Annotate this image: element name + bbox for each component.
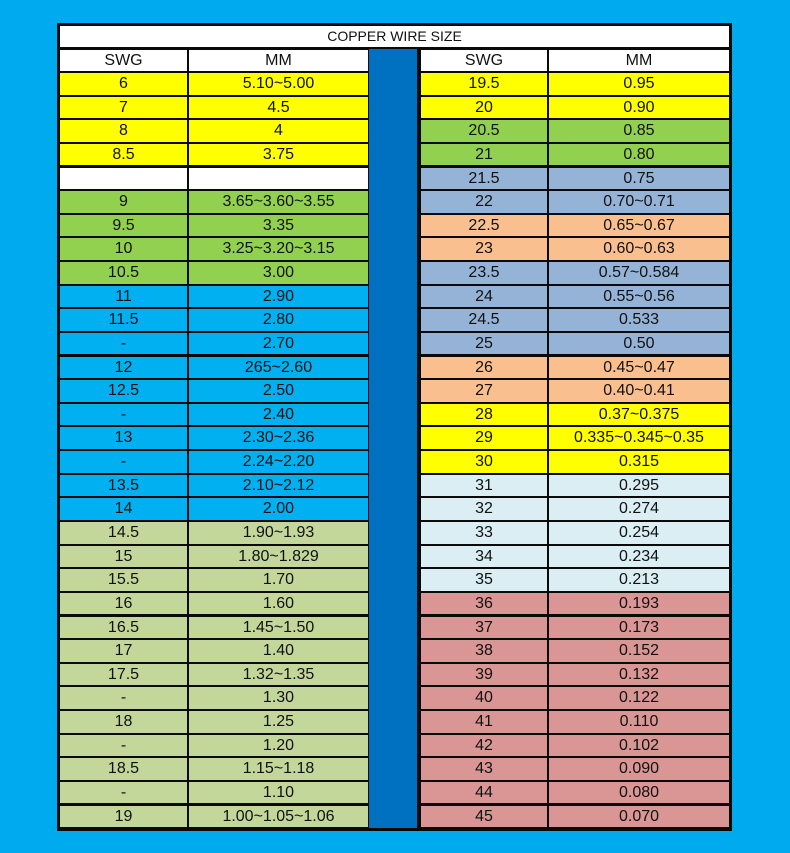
left-mm-cell: 2.90 (189, 286, 368, 308)
right-mm-cell: 0.234 (549, 546, 729, 568)
left-mm-cell: 2.50 (189, 380, 368, 402)
header-left-mm: MM (189, 50, 368, 71)
right-mm-cell: 0.110 (549, 711, 729, 733)
left-swg-cell: - (60, 687, 187, 709)
right-mm-cell: 0.295 (549, 475, 729, 497)
left-mm-cell: 5.10~5.00 (189, 73, 368, 95)
left-mm-cell: 1.30 (189, 687, 368, 709)
right-mm-cell: 0.90 (549, 97, 729, 119)
right-mm-cell: 0.173 (549, 617, 729, 639)
right-swg-cell: 25 (421, 333, 547, 355)
right-swg-cell: 37 (421, 617, 547, 639)
left-mm-cell: 4.5 (189, 97, 368, 119)
right-mm-cell: 0.55~0.56 (549, 286, 729, 308)
header-left-swg: SWG (60, 50, 187, 71)
left-mm-cell: 3.00 (189, 262, 368, 284)
left-mm-cell: 1.90~1.93 (189, 522, 368, 544)
right-mm-cell: 0.75 (549, 168, 729, 190)
left-mm-cell: 3.35 (189, 215, 368, 237)
right-mm-cell: 0.132 (549, 664, 729, 686)
left-swg-cell: 8.5 (60, 144, 187, 166)
left-mm-cell: 1.45~1.50 (189, 617, 368, 639)
right-swg-cell: 22 (421, 191, 547, 213)
right-swg-cell: 21.5 (421, 168, 547, 190)
left-swg-cell: - (60, 451, 187, 473)
left-mm-cell: 1.00~1.05~1.06 (189, 806, 368, 828)
right-mm-cell: 0.080 (549, 782, 729, 804)
left-swg-cell: 17 (60, 640, 187, 662)
left-swg-cell: 12.5 (60, 380, 187, 402)
left-mm-cell: 1.15~1.18 (189, 758, 368, 780)
left-mm-cell: 1.40 (189, 640, 368, 662)
left-mm-cell: 2.30~2.36 (189, 427, 368, 449)
right-swg-cell: 40 (421, 687, 547, 709)
right-swg-cell: 24 (421, 286, 547, 308)
left-swg-cell: 10.5 (60, 262, 187, 284)
right-swg-cell: 41 (421, 711, 547, 733)
right-swg-cell: 20 (421, 97, 547, 119)
right-mm-cell: 0.315 (549, 451, 729, 473)
right-mm-cell: 0.65~0.67 (549, 215, 729, 237)
left-mm-cell: 265~2.60 (189, 357, 368, 379)
right-swg-cell: 24.5 (421, 309, 547, 331)
left-mm-cell: 1.20 (189, 735, 368, 757)
left-mm-cell: 1.32~1.35 (189, 664, 368, 686)
right-mm-cell: 0.70~0.71 (549, 191, 729, 213)
header-right-mm: MM (549, 50, 729, 71)
left-mm-cell: 2.00 (189, 498, 368, 520)
right-mm-cell: 0.070 (549, 806, 729, 828)
right-swg-cell: 26 (421, 357, 547, 379)
left-swg-cell: 6 (60, 73, 187, 95)
left-swg-cell: 13 (60, 427, 187, 449)
left-mm-cell: 1.70 (189, 569, 368, 591)
left-mm-cell: 2.10~2.12 (189, 475, 368, 497)
left-swg-cell: 16 (60, 593, 187, 615)
header-right-swg: SWG (421, 50, 547, 71)
left-swg-cell: 8 (60, 120, 187, 142)
right-swg-cell: 31 (421, 475, 547, 497)
left-swg-cell: 15.5 (60, 569, 187, 591)
right-swg-cell: 28 (421, 404, 547, 426)
left-swg-cell: 9 (60, 191, 187, 213)
left-swg-cell: - (60, 735, 187, 757)
right-swg-cell: 23.5 (421, 262, 547, 284)
right-swg-cell: 38 (421, 640, 547, 662)
right-mm-cell: 0.80 (549, 144, 729, 166)
left-swg-cell: 11.5 (60, 309, 187, 331)
left-mm-cell: 1.60 (189, 593, 368, 615)
right-swg-cell: 23 (421, 238, 547, 260)
left-mm-cell: 3.75 (189, 144, 368, 166)
right-mm-cell: 0.152 (549, 640, 729, 662)
left-swg-cell: 14 (60, 498, 187, 520)
right-mm-cell: 0.57~0.584 (549, 262, 729, 284)
right-swg-cell: 33 (421, 522, 547, 544)
right-mm-cell: 0.254 (549, 522, 729, 544)
left-swg-cell: 19 (60, 806, 187, 828)
left-mm-cell: 1.10 (189, 782, 368, 804)
left-swg-cell (60, 168, 187, 190)
right-swg-cell: 34 (421, 546, 547, 568)
right-swg-cell: 42 (421, 735, 547, 757)
right-swg-cell: 29 (421, 427, 547, 449)
left-mm-cell: 2.80 (189, 309, 368, 331)
left-mm-cell (189, 168, 368, 190)
right-mm-cell: 0.50 (549, 333, 729, 355)
left-mm-cell: 3.65~3.60~3.55 (189, 191, 368, 213)
center-divider (369, 49, 417, 828)
right-swg-cell: 20.5 (421, 120, 547, 142)
left-swg-cell: 10 (60, 238, 187, 260)
left-swg-cell: 12 (60, 357, 187, 379)
right-mm-cell: 0.37~0.375 (549, 404, 729, 426)
right-swg-cell: 30 (421, 451, 547, 473)
right-mm-cell: 0.090 (549, 758, 729, 780)
right-mm-cell: 0.274 (549, 498, 729, 520)
right-mm-cell: 0.335~0.345~0.35 (549, 427, 729, 449)
left-swg-cell: 18.5 (60, 758, 187, 780)
copper-wire-size-table (57, 23, 732, 831)
left-swg-cell: 17.5 (60, 664, 187, 686)
left-swg-cell: - (60, 404, 187, 426)
left-mm-cell: 1.80~1.829 (189, 546, 368, 568)
right-mm-cell: 0.40~0.41 (549, 380, 729, 402)
left-swg-cell: 16.5 (60, 617, 187, 639)
left-mm-cell: 1.25 (189, 711, 368, 733)
left-swg-cell: - (60, 782, 187, 804)
right-swg-cell: 21 (421, 144, 547, 166)
right-swg-cell: 22.5 (421, 215, 547, 237)
right-swg-cell: 45 (421, 806, 547, 828)
left-swg-cell: 18 (60, 711, 187, 733)
left-swg-cell: - (60, 333, 187, 355)
left-swg-cell: 11 (60, 286, 187, 308)
left-mm-cell: 2.24~2.20 (189, 451, 368, 473)
right-mm-cell: 0.60~0.63 (549, 238, 729, 260)
right-mm-cell: 0.193 (549, 593, 729, 615)
left-swg-cell: 14.5 (60, 522, 187, 544)
table-title: COPPER WIRE SIZE (60, 26, 729, 47)
right-swg-cell: 36 (421, 593, 547, 615)
right-swg-cell: 32 (421, 498, 547, 520)
right-mm-cell: 0.533 (549, 309, 729, 331)
right-swg-cell: 43 (421, 758, 547, 780)
right-mm-cell: 0.122 (549, 687, 729, 709)
right-swg-cell: 19.5 (421, 73, 547, 95)
left-mm-cell: 4 (189, 120, 368, 142)
left-swg-cell: 15 (60, 546, 187, 568)
left-mm-cell: 2.40 (189, 404, 368, 426)
right-mm-cell: 0.102 (549, 735, 729, 757)
right-swg-cell: 44 (421, 782, 547, 804)
left-mm-cell: 3.25~3.20~3.15 (189, 238, 368, 260)
left-swg-cell: 7 (60, 97, 187, 119)
right-mm-cell: 0.45~0.47 (549, 357, 729, 379)
right-swg-cell: 27 (421, 380, 547, 402)
right-mm-cell: 0.213 (549, 569, 729, 591)
left-swg-cell: 13.5 (60, 475, 187, 497)
right-mm-cell: 0.95 (549, 73, 729, 95)
left-swg-cell: 9.5 (60, 215, 187, 237)
right-swg-cell: 39 (421, 664, 547, 686)
right-mm-cell: 0.85 (549, 120, 729, 142)
left-mm-cell: 2.70 (189, 333, 368, 355)
right-swg-cell: 35 (421, 569, 547, 591)
